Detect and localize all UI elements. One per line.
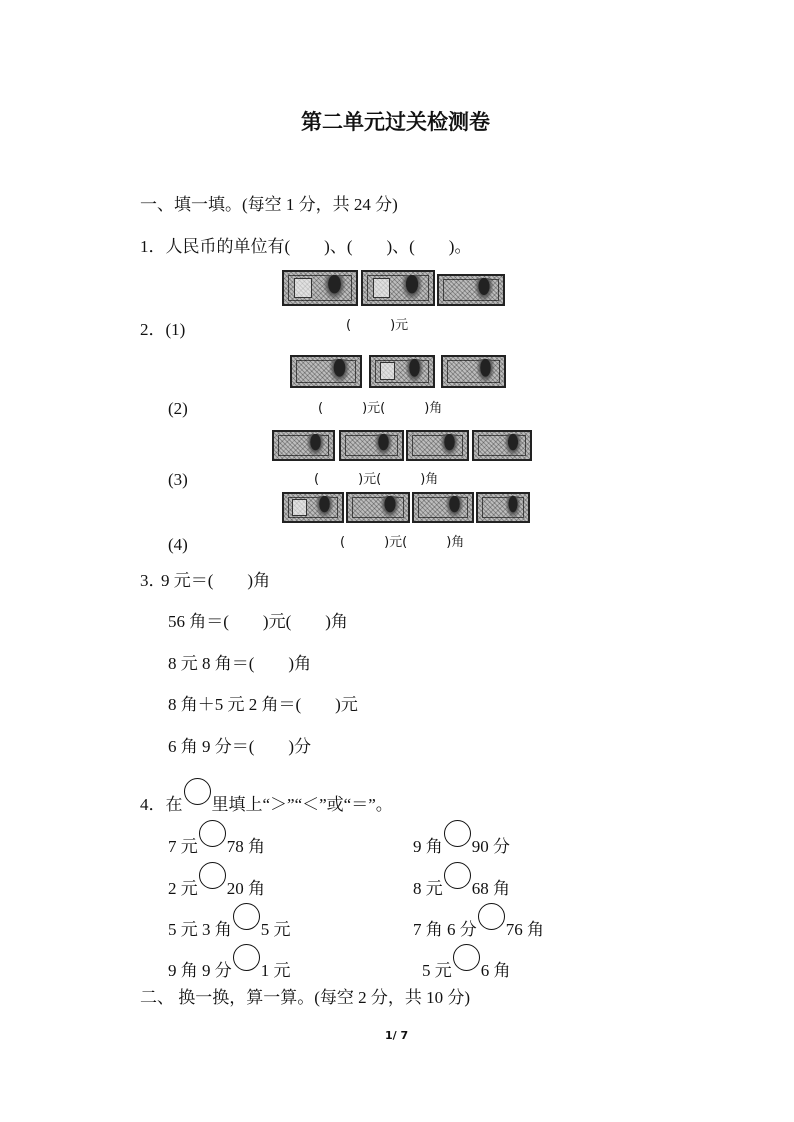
- comparison-item: [168, 944, 291, 981]
- comparison-item: [168, 862, 265, 899]
- comparison-item: [413, 903, 544, 940]
- comparison-item: [413, 862, 510, 899]
- comparison-left: 2 元: [168, 879, 198, 898]
- q2-4-caption: ( )元( )角: [340, 535, 465, 550]
- compare-circle-icon[interactable]: [233, 903, 260, 930]
- comparison-left: 5 元: [422, 961, 452, 980]
- comparison-right: 1 元: [260, 961, 291, 980]
- question-3-label: 3．: [140, 571, 166, 590]
- page-number: 1/ 7: [385, 1029, 409, 1042]
- comparison-right: 6 角: [480, 961, 511, 980]
- question-2-sub-3-label: (3): [168, 470, 188, 489]
- section-2-heading: 二、 换一换，算一算。(每空 2 分，共 10 分): [140, 988, 471, 1007]
- compare-circle-icon: [184, 778, 211, 805]
- question-1: 1．人民币的单位有( )、( )、( )。: [140, 237, 472, 256]
- section-1-heading: 一、填一填。(每空 1 分，共 24 分): [140, 195, 398, 214]
- question-3-line: 8 角＋5 元 2 角＝( )元: [168, 695, 358, 714]
- comparison-left: 7 角 6 分: [413, 920, 477, 939]
- compare-circle-icon[interactable]: [444, 820, 471, 847]
- question-4-prefix: 4．在: [140, 795, 183, 814]
- comparison-item: [413, 820, 510, 857]
- question-2-sub-2-label: (2): [168, 399, 188, 418]
- comparison-item: [168, 903, 291, 940]
- comparison-right: 76 角: [505, 920, 544, 939]
- page-title: 第二单元过关检测卷: [301, 110, 490, 134]
- q2-1-caption: ( )元: [346, 318, 409, 333]
- comparison-item: [168, 820, 265, 857]
- question-3-line: 56 角＝( )元( )角: [168, 612, 348, 631]
- question-4-suffix: 里填上“＞”“＜”或“＝”。: [211, 795, 393, 814]
- question-3-line: 8 元 8 角＝( )角: [168, 654, 312, 673]
- question-2-label: 2．(1): [140, 320, 186, 339]
- comparison-right: 90 分: [471, 837, 510, 856]
- question-4-instruction: [140, 778, 393, 815]
- comparison-right: 5 元: [260, 920, 291, 939]
- compare-circle-icon[interactable]: [453, 944, 480, 971]
- comparison-right: 78 角: [226, 837, 265, 856]
- comparison-item: [422, 944, 511, 981]
- comparison-right: 20 角: [226, 879, 265, 898]
- comparison-left: 7 元: [168, 837, 198, 856]
- q2-3-caption: ( )元( )角: [314, 472, 439, 487]
- compare-circle-icon[interactable]: [199, 820, 226, 847]
- comparison-right: 68 角: [471, 879, 510, 898]
- q2-2-caption: ( )元( )角: [318, 401, 443, 416]
- question-3-line: 6 角 9 分＝( )分: [168, 737, 312, 756]
- comparison-left: 5 元 3 角: [168, 920, 232, 939]
- comparison-left: 9 角: [413, 837, 443, 856]
- compare-circle-icon[interactable]: [233, 944, 260, 971]
- question-3-line: 9 元＝( )角: [161, 571, 271, 590]
- comparison-left: 8 元: [413, 879, 443, 898]
- compare-circle-icon[interactable]: [478, 903, 505, 930]
- question-2-sub-4-label: (4): [168, 535, 188, 554]
- comparison-left: 9 角 9 分: [168, 961, 232, 980]
- compare-circle-icon[interactable]: [199, 862, 226, 889]
- compare-circle-icon[interactable]: [444, 862, 471, 889]
